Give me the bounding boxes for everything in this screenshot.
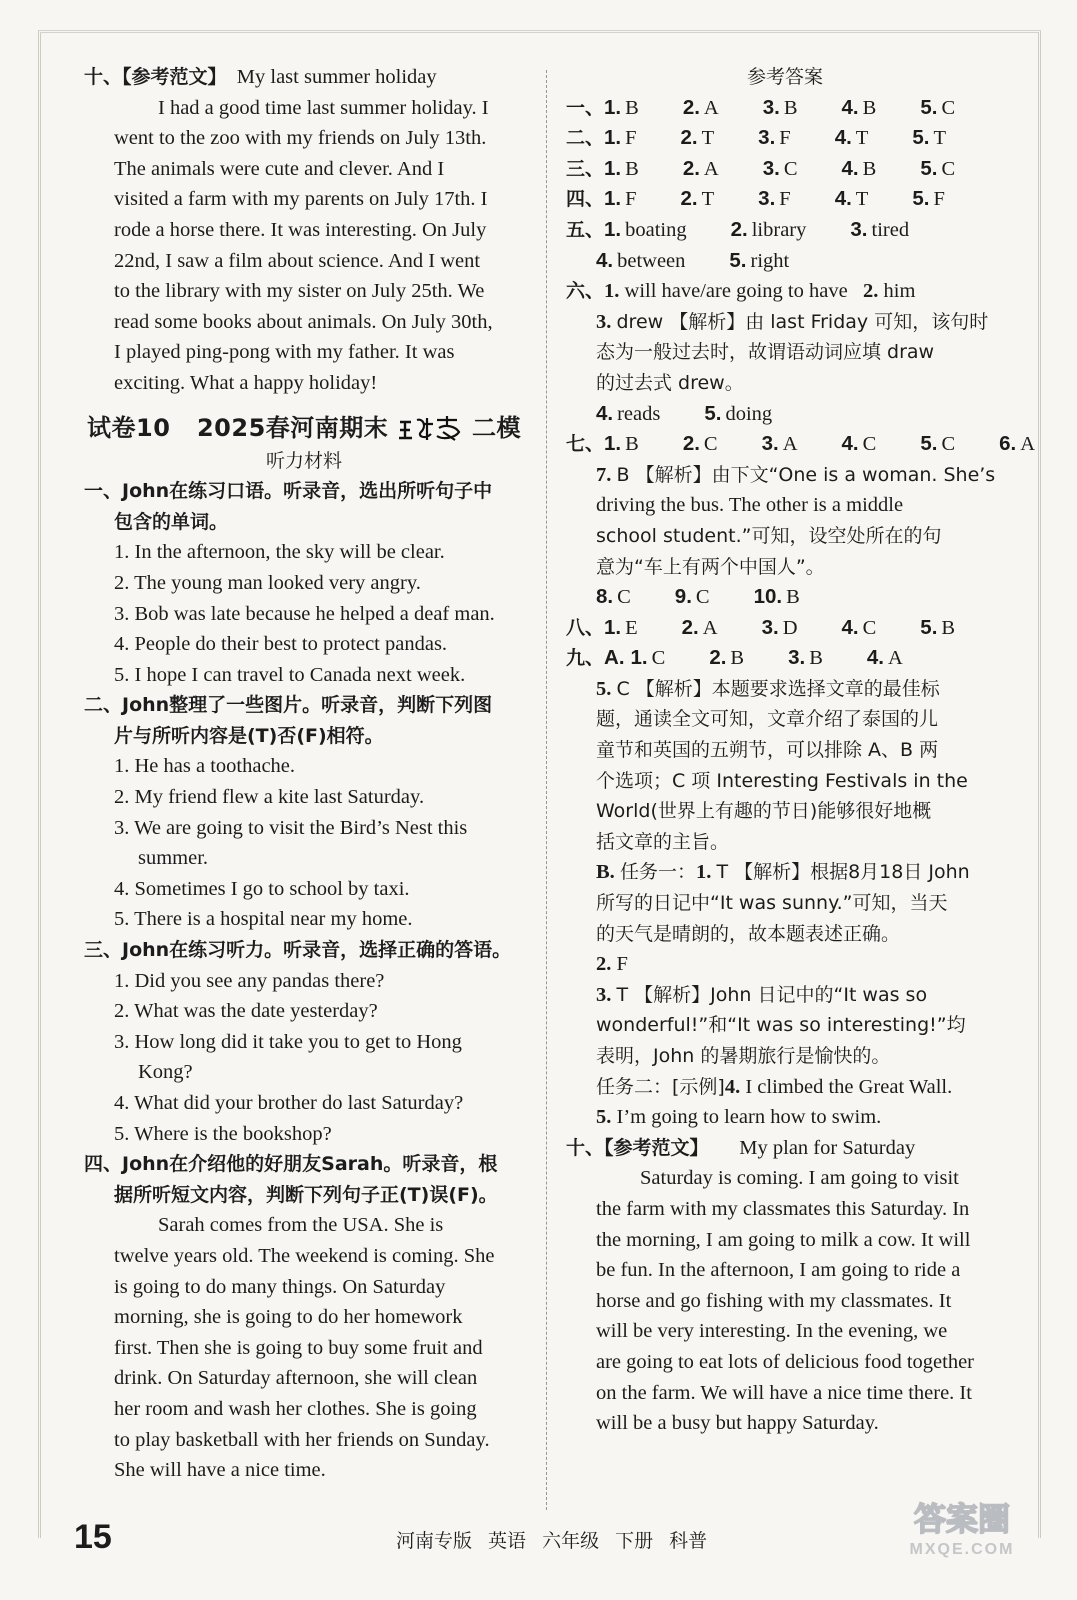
essay-line: read some books about animals. On July 30th, xyxy=(114,310,493,333)
list-item: 1. Did you see any pandas there? xyxy=(114,969,385,992)
answer-row-9: 九、A. 1. C 2. B 3. B 4. A xyxy=(566,646,903,670)
passage-line: is going to do many things. On Saturday xyxy=(114,1275,446,1298)
list-item: 2. The young man looked very angry. xyxy=(114,571,421,594)
section-1-heading-cont: 包含的单词。 xyxy=(114,510,229,533)
essay-body xyxy=(84,93,524,399)
answers-title: 参考答案 xyxy=(746,66,823,88)
essay-line: the morning, I am going to milk a cow. It will xyxy=(596,1228,971,1251)
list-item-cont: summer. xyxy=(138,847,209,870)
essay-line: are going to eat lots of delicious food together xyxy=(596,1350,975,1373)
answer-row-7: 七、1. B 2. C 3. A 4. C 5. C 6. A xyxy=(566,432,1036,456)
list-item: 4. People do their best to protect pandas. xyxy=(114,633,448,656)
answer-7-8: 8. C 9. C 10. B xyxy=(596,585,800,609)
section-3-heading: 三、John在练习听力。听录音，选择正确的答语。 xyxy=(84,939,512,962)
answer-row-5: 五、1. boating 2. library 3. tired xyxy=(566,217,910,241)
answer-row-4: 四、1. F 2. T 3. F 4. T 5. F xyxy=(566,187,945,211)
answer-6-3: 3. drew 【解析】由 last Friday 可知，该句时 态为一般过去时，故谓语动词应填 draw 的过去式 drew。 xyxy=(596,310,989,394)
section-2-items xyxy=(84,751,524,935)
answer-6-4: 4. reads 5. doing xyxy=(596,401,773,425)
right-column xyxy=(566,62,1036,1439)
answer-row-5b: 4. between 5. right xyxy=(596,248,790,272)
passage-line: morning, she is going to do her homework xyxy=(114,1306,463,1329)
essay-line: visited a farm with my parents on July 17th. I xyxy=(114,188,488,211)
list-item: 5. I hope I can travel to Canada next week. xyxy=(114,663,466,686)
section-2-heading-cont: 片与所听内容是(T)否(F)相符。 xyxy=(114,724,384,747)
essay-heading: 十、【参考范文】 My last summer holiday xyxy=(84,66,437,88)
essay-line: the farm with my classmates this Saturday. In xyxy=(596,1197,970,1220)
watermark-logo xyxy=(877,1494,1047,1560)
left-column xyxy=(84,62,524,1486)
answer-row-3: 三、1. B 2. A 3. C 4. B 5. C xyxy=(566,156,956,180)
passage-line: to play basketball with her friends on Sunday. xyxy=(114,1428,490,1451)
essay-line: will be a busy but happy Saturday. xyxy=(596,1412,879,1435)
list-item: 3. We are going to visit the Bird’s Nest this xyxy=(114,816,468,839)
section-4-heading-cont: 据所听短文内容，判断下列句子正(T)误(F)。 xyxy=(114,1183,498,1206)
list-item: 3. How long did it take you to get to Hong xyxy=(114,1030,462,1053)
essay-line: be fun. In the afternoon, I am going to ride a xyxy=(596,1259,961,1282)
list-item: 5. There is a hospital near my home. xyxy=(114,908,413,931)
section-4-passage xyxy=(84,1210,524,1485)
section-2-heading: 二、John整理了一些图片。听录音，判断下列图 xyxy=(84,694,493,717)
listening-title: 听力材料 xyxy=(265,449,342,472)
watermark-text: 答案圈 xyxy=(913,1500,1011,1538)
essay-line: I played ping-pong with my father. It was xyxy=(114,341,455,364)
essay-line: exciting. What a happy holiday! xyxy=(114,371,378,394)
essay-line: The animals were cute and clever. And I xyxy=(114,157,445,180)
watermark-sub: MXQE.COM xyxy=(909,1541,1015,1558)
essay-2-body xyxy=(566,1163,1004,1438)
list-item: 2. My friend flew a kite last Saturday. xyxy=(114,786,425,809)
page-number: 15 xyxy=(74,1518,112,1556)
essay-line: on the farm. We will have a nice time there. It xyxy=(596,1381,972,1404)
essay-line: went to the zoo with my friends on July 13th. xyxy=(114,127,487,150)
answer-row-2: 二、1. F 2. T 3. F 4. T 5. T xyxy=(566,126,946,150)
list-item: 3. Bob was late because he helped a deaf man. xyxy=(114,602,495,625)
answer-9-a5: 5. C 【解析】本题要求选择文章的最佳标 题，通读全文可知，文章介绍了泰国的儿 童节和英国的五朔节，可以排除 A、B 两 个选项；C 项 Interesting Festivals in the World(世界上有趣的节日)能够很好地概 括文章的主旨。 xyxy=(596,677,968,853)
section-3-items xyxy=(84,966,524,1150)
passage-line: drink. On Saturday afternoon, she will clean xyxy=(114,1367,478,1390)
essay-line: will be very interesting. In the evening, we xyxy=(596,1320,948,1343)
list-item: 4. Sometimes I go to school by taxi. xyxy=(114,877,410,900)
signature-image xyxy=(397,414,463,444)
section-1-items xyxy=(84,537,524,690)
list-item: 5. Where is the bookshop? xyxy=(114,1122,332,1145)
section-1-heading: 一、John在练习口语。听录音，选出所听句子中 xyxy=(84,480,493,503)
essay-line: to the library with my sister on July 25th. We xyxy=(114,280,485,303)
answer-7-7: 7. B 【解析】由下文“One is a woman. She’s driving the bus. The other is a middle school student.”可知，设空处所在的句 意为“车上有两个中国人”。 xyxy=(596,463,996,578)
essay-line: rode a horse there. It was interesting. On July xyxy=(114,218,487,241)
list-item: 1. In the afternoon, the sky will be clear. xyxy=(114,541,445,564)
essay-line: Saturday is coming. I am going to visit xyxy=(640,1167,959,1190)
section-4-heading: 四、John在介绍他的好朋友Sarah。听录音，根 xyxy=(84,1153,498,1176)
answer-9-b: B. 任务一：1. T 【解析】根据8月18日 John 所写的日记中“It was sunny.”可知，当天 的天气是晴朗的，故本题表述正确。 2. F 3. T 【解析】John 日记中的“It was so wonderful!”和“It was so interesting!”均 表明，John 的暑期旅行是愉快的。 任务二：[示例]4. I climbed the Great Wall. 5. I’m going to learn how to swim. xyxy=(596,861,970,1129)
answer-row-1: 一、1. B 2. A 3. B 4. B 5. C xyxy=(566,95,956,119)
answer-row-6: 六、1. will have/are going to have 2. him xyxy=(566,280,916,303)
essay-line: I had a good time last summer holiday. I xyxy=(158,96,489,119)
essay-line: horse and go fishing with my classmates. It xyxy=(596,1289,952,1312)
passage-line: her room and wash her clothes. She is going xyxy=(114,1397,477,1420)
essay-2-heading: 十、【参考范文】 My plan for Saturday xyxy=(566,1136,916,1159)
paper-title: 试卷10 2025春河南期末 二模 xyxy=(87,413,521,442)
essay-line: 22nd, I saw a film about science. And I went xyxy=(114,249,481,272)
passage-line: Sarah comes from the USA. She is xyxy=(158,1214,444,1237)
answer-row-8: 八、1. E 2. A 3. D 4. C 5. B xyxy=(566,615,956,639)
list-item: 2. What was the date yesterday? xyxy=(114,1000,378,1023)
list-item: 4. What did your brother do last Saturday? xyxy=(114,1092,464,1114)
passage-line: twelve years old. The weekend is coming. She xyxy=(114,1244,495,1267)
footer-text: 河南专版 英语 六年级 下册 科普 xyxy=(396,1530,708,1552)
list-item: 1. He has a toothache. xyxy=(114,755,296,778)
column-divider xyxy=(546,70,547,1510)
passage-line: She will have a nice time. xyxy=(114,1459,326,1482)
list-item-cont: Kong? xyxy=(138,1061,193,1084)
passage-line: first. Then she is going to buy some fruit and xyxy=(114,1336,483,1359)
